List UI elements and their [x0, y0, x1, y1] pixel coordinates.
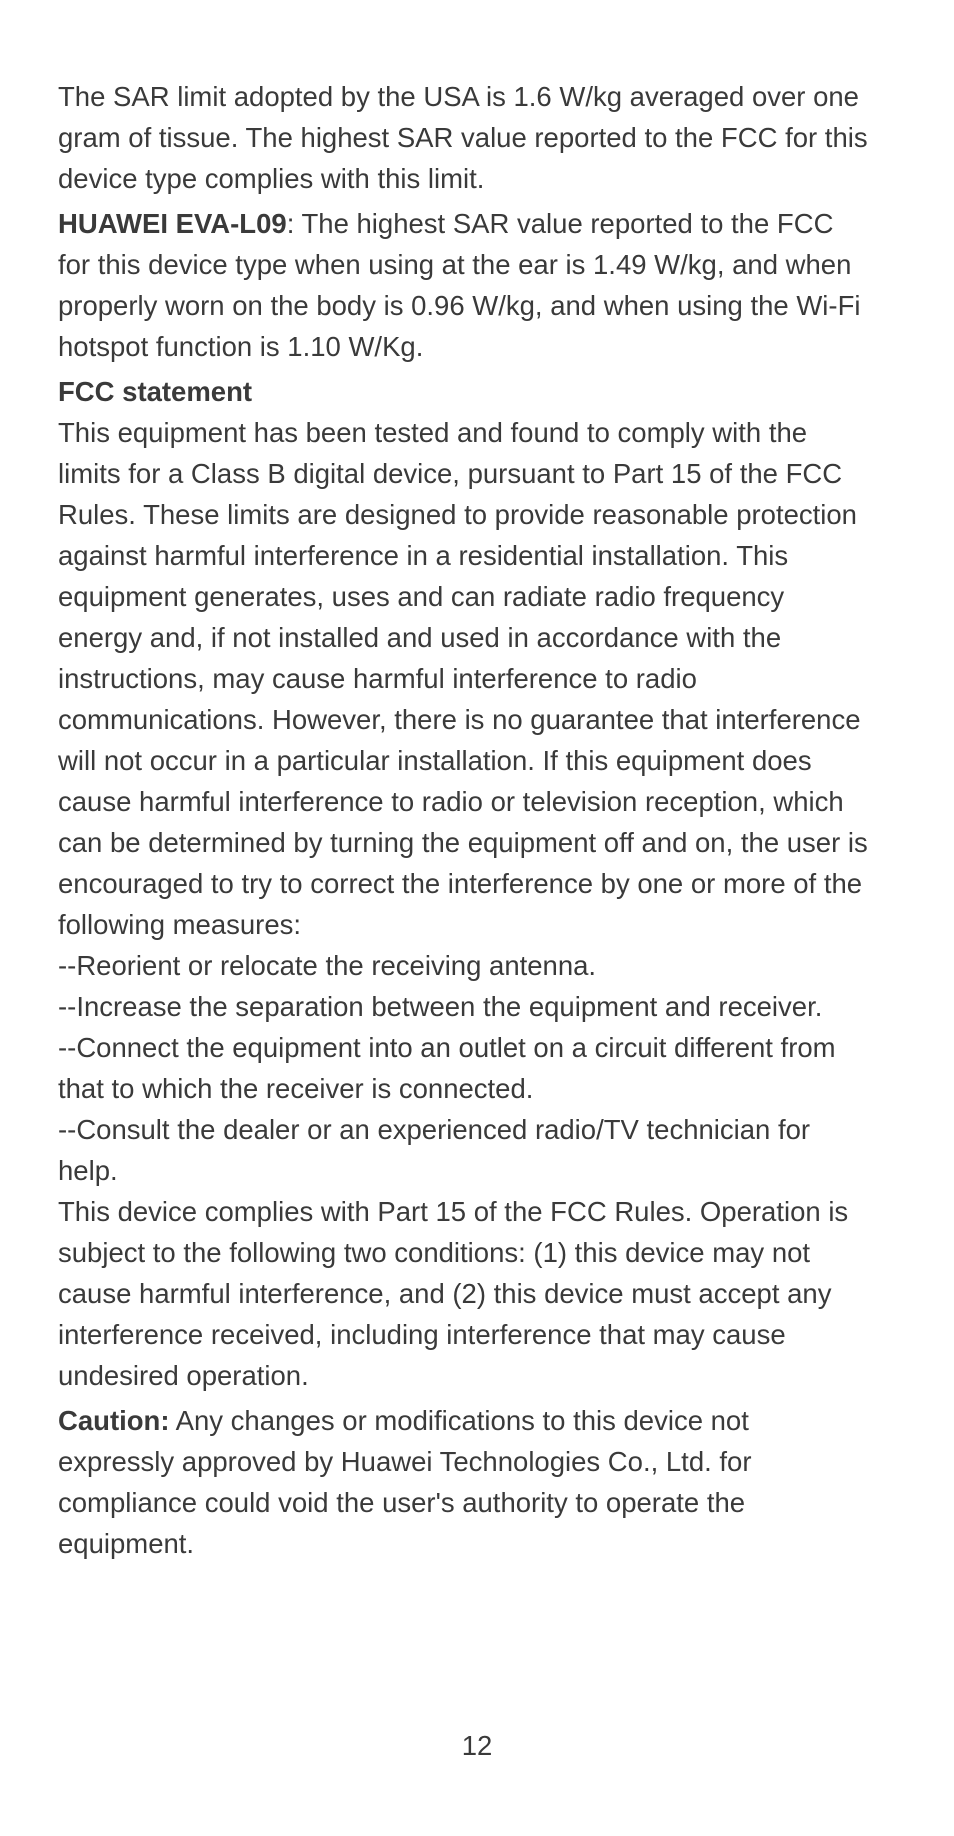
measure-item: --Reorient or relocate the receiving antenna.: [58, 950, 597, 981]
document-page: [58, 76, 870, 1568]
model-sar-text: : The highest SAR value reported to the FCC for this device type when using at the ear is 1.49 W/kg, and when properly worn on the body is 0.96 W/kg, and when using the Wi-Fi hotspot function is 1.10 W/Kg.: [58, 208, 861, 362]
caution-text: Any changes or modifications to this device not expressly approved by Huawei Technologies Co., Ltd. for compliance could void the user's authority to operate the equipment.: [58, 1405, 752, 1559]
fcc-body-paragraph: This equipment has been tested and found to comply with the limits for a Class B digital device, pursuant to Part 15 of the FCC Rules. These limits are designed to provide reasonable protection against harmful interference in a residential installation. This equipment generates, uses and can radiate radio frequency energy and, if not installed and used in accordance with the instructions, may cause harmful interference to radio communications. However, there is no guarantee that interference will not occur in a particular installation. If this equipment does cause harmful interference to radio or television reception, which can be determined by turning the equipment off and on, the user is encouraged to try to correct the interference by one or more of the following measures:: [58, 417, 868, 940]
measure-item: --Consult the dealer or an experienced radio/TV technician for help.: [58, 1114, 811, 1186]
measure-item: --Increase the separation between the equipment and receiver.: [58, 991, 823, 1022]
model-label: HUAWEI EVA-L09: [58, 208, 287, 239]
caution-label: Caution:: [58, 1405, 170, 1436]
sar-limit-paragraph: The SAR limit adopted by the USA is 1.6 W/kg averaged over one gram of tissue. The highest SAR value reported to the FCC for this device type complies with this limit.: [58, 81, 868, 194]
page-number: 12: [461, 1730, 493, 1761]
model-sar-paragraph: [58, 203, 870, 367]
caution-paragraph: [58, 1400, 870, 1564]
fcc-statement-heading: FCC statement: [58, 376, 253, 407]
part15-paragraph: This device complies with Part 15 of the FCC Rules. Operation is subject to the following two conditions: (1) this device may not cause harmful interference, and (2) this device must accept any interference received, including interference that may cause undesired operation.: [58, 1196, 849, 1391]
measure-item: --Connect the equipment into an outlet on a circuit different from that to which the receiver is connected.: [58, 1032, 836, 1104]
